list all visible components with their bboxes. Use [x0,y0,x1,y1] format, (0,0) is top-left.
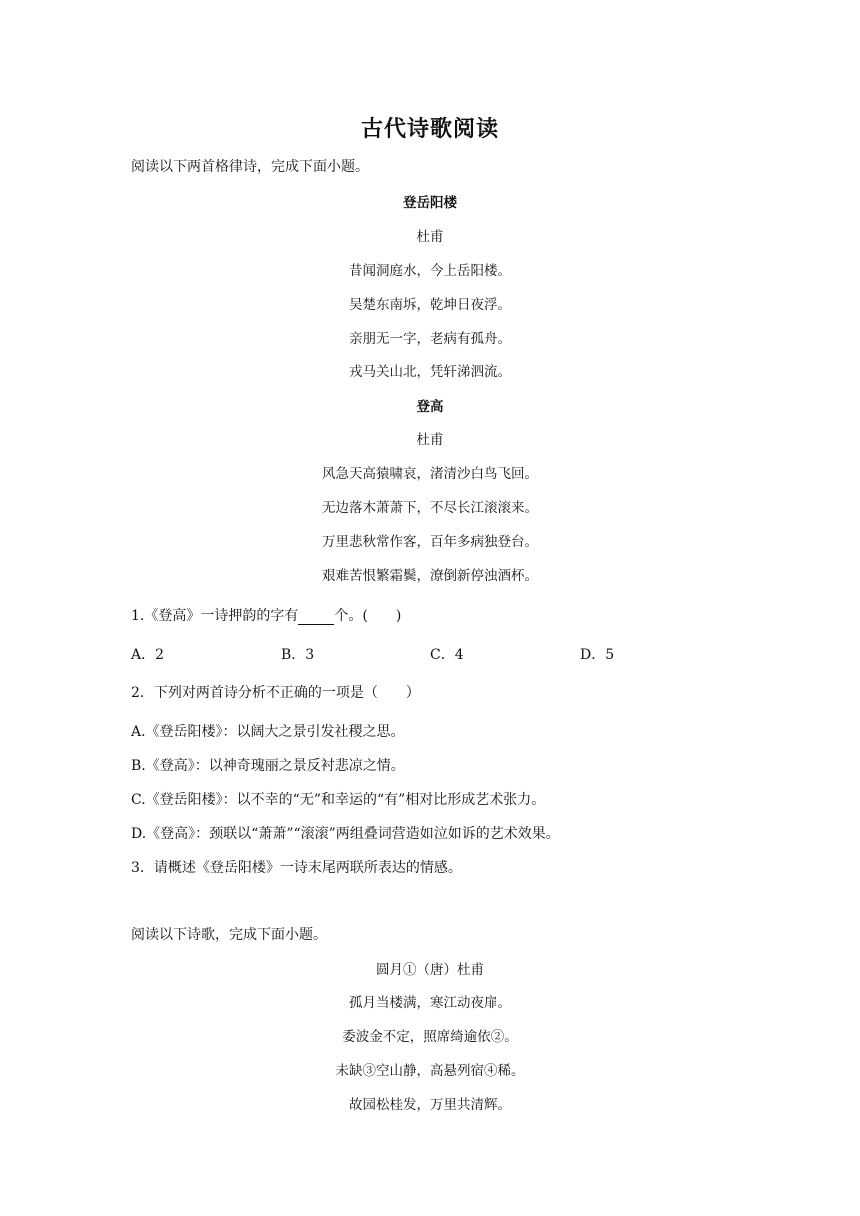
question-2-stem: 2．下列对两首诗分析不正确的一项是（ ） [131,685,420,701]
q1-option-a: A．2 [131,647,165,663]
poem1-line: 戎马关山北，凭轩涕泗流。 [349,364,511,380]
poem3-line: 未缺③空山静，高悬列宿④稀。 [335,1063,525,1079]
q2-option-b: B.《登高》：以神奇瑰丽之景反衬悲凉之情。 [131,758,405,774]
poem3-title: 圆月①（唐）杜甫 [376,962,484,978]
poem1-author: 杜甫 [416,229,444,245]
q2-option-c: C.《登岳阳楼》：以不幸的“无”和幸运的“有”相对比形成艺术张力。 [131,792,546,808]
poem2-title: 登高 [416,399,444,415]
poem2-line: 艰难苦恨繁霜鬓，潦倒新停浊酒杯。 [322,568,538,584]
q2-option-a: A.《登岳阳楼》：以阔大之景引发社稷之思。 [131,724,405,740]
question-1-stem: 1.《登高》一诗押韵的字有 [131,608,299,624]
q2-option-d: D.《登高》：颈联以“萧萧”“滚滚”两组叠词营造如泣如诉的艺术效果。 [131,826,560,842]
intro-text-2: 阅读以下诗歌，完成下面小题。 [131,927,327,943]
q1-option-d: D．5 [580,647,615,663]
q1-option-c: C．4 [430,647,464,663]
question-1-stem-end: 个。( ) [334,608,402,624]
poem2-author: 杜甫 [416,432,444,448]
poem3-line: 孤月当楼满，寒江动夜扉。 [349,995,511,1011]
poem1-title: 登岳阳楼 [403,195,457,211]
poem2-line: 无边落木萧萧下，不尽长江滚滚来。 [322,500,538,516]
poem1-line: 昔闻洞庭水，今上岳阳楼。 [349,263,511,279]
poem3-line: 故园松桂发，万里共清辉。 [349,1097,511,1113]
poem2-line: 风急天高猿啸哀，渚清沙白鸟飞回。 [322,466,538,482]
question-3-stem: 3．请概述《登岳阳楼》一诗末尾两联所表达的情感。 [131,860,462,876]
intro-text: 阅读以下两首格律诗，完成下面小题。 [131,159,369,175]
poem1-line: 吴楚东南坼，乾坤日夜浮。 [349,297,511,313]
answer-blank [298,610,334,625]
page-title: 古代诗歌阅读 [360,116,499,142]
poem3-line: 委波金不定，照席绮逾依②。 [342,1029,518,1045]
poem2-line: 万里悲秋常作客，百年多病独登台。 [322,534,538,550]
question-1 [131,605,401,625]
q1-option-b: B．3 [281,647,315,663]
poem1-line: 亲朋无一字，老病有孤舟。 [349,331,511,347]
